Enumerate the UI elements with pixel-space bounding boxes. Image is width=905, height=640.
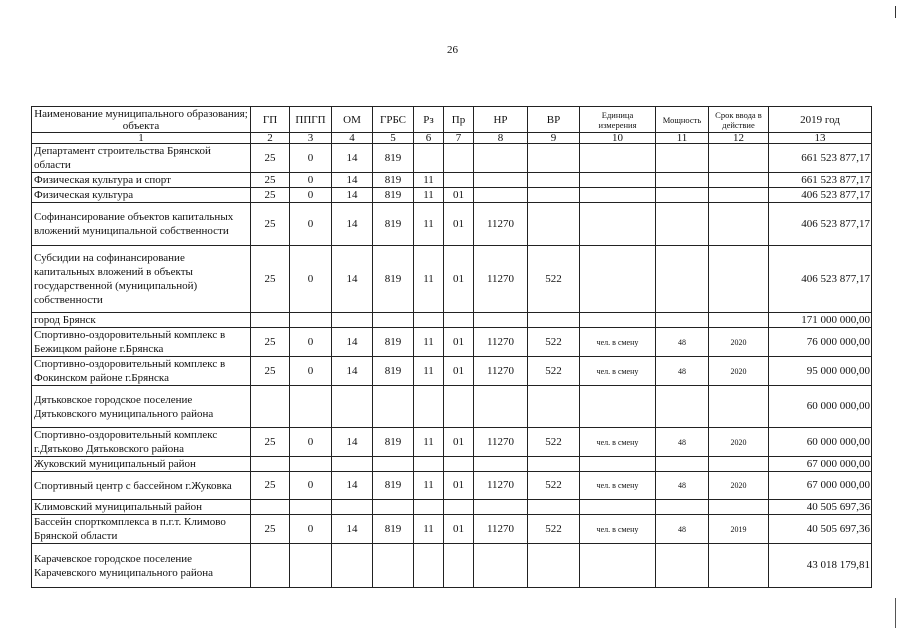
table-row [32,246,872,313]
cell-pr: 01 [444,357,474,386]
header-year: 2019 год [769,107,872,133]
cell-om [332,457,373,472]
cell-vr [528,500,580,515]
cell-vr [528,144,580,173]
cell-gp: 25 [251,144,290,173]
table-row [32,544,872,588]
cell-ppgp: 0 [290,472,332,500]
cell-power: 48 [656,515,709,544]
column-number: 2 [251,133,290,144]
cell-nr [474,313,528,328]
table-row [32,357,872,386]
cell-name: Жуковский муниципальный район [32,457,251,472]
cell-power [656,203,709,246]
cell-rz [414,313,444,328]
cell-amount: 67 000 000,00 [769,472,872,500]
cell-amount: 67 000 000,00 [769,457,872,472]
cell-grbs: 819 [373,357,414,386]
cell-power [656,246,709,313]
table-row [32,472,872,500]
cell-vr: 522 [528,428,580,457]
cell-unit [580,203,656,246]
column-number: 5 [373,133,414,144]
cell-grbs: 819 [373,472,414,500]
cell-ppgp [290,313,332,328]
cell-unit: чел. в смену [580,472,656,500]
cell-om [332,386,373,428]
table-row [32,428,872,457]
cell-pr [444,500,474,515]
header-term: Срок ввода в действие [709,107,769,133]
cell-power: 48 [656,357,709,386]
cell-gp [251,500,290,515]
header-power: Мощность [656,107,709,133]
cell-om [332,313,373,328]
cell-rz [414,500,444,515]
cell-om: 14 [332,357,373,386]
cell-rz: 11 [414,246,444,313]
edge-scan-mark [895,598,896,628]
column-number: 4 [332,133,373,144]
table-row [32,515,872,544]
cell-name: Департамент строительства Брянской области [32,144,251,173]
cell-name: Спортивный центр с бассейном г.Жуковка [32,472,251,500]
cell-term [709,313,769,328]
cell-gp [251,457,290,472]
cell-om [332,500,373,515]
column-number-row [32,133,872,144]
cell-vr: 522 [528,357,580,386]
cell-term [709,203,769,246]
header-rz: Рз [414,107,444,133]
cell-name: Спортивно-оздоровительный комплекс в Бежицком районе г.Брянска [32,328,251,357]
cell-pr: 01 [444,203,474,246]
cell-amount: 661 523 877,17 [769,173,872,188]
table-row [32,457,872,472]
column-number: 3 [290,133,332,144]
cell-name: Карачевское городское поселение Карачевского муниципального района [32,544,251,588]
cell-gp: 25 [251,246,290,313]
cell-pr [444,457,474,472]
cell-power [656,144,709,173]
cell-ppgp: 0 [290,328,332,357]
cell-unit [580,173,656,188]
cell-nr [474,457,528,472]
cell-unit [580,246,656,313]
cell-nr [474,173,528,188]
cell-nr: 11270 [474,357,528,386]
cell-unit: чел. в смену [580,428,656,457]
cell-nr [474,144,528,173]
cell-vr [528,386,580,428]
cell-gp: 25 [251,328,290,357]
header-pr: Пр [444,107,474,133]
cell-gp [251,544,290,588]
cell-rz [414,544,444,588]
column-number: 13 [769,133,872,144]
cell-rz [414,386,444,428]
cell-gp: 25 [251,428,290,457]
cell-nr: 11270 [474,472,528,500]
cell-om: 14 [332,428,373,457]
cell-rz: 11 [414,428,444,457]
cell-pr [444,544,474,588]
table-row [32,203,872,246]
cell-nr [474,544,528,588]
cell-grbs [373,313,414,328]
cell-om [332,544,373,588]
cell-gp [251,386,290,428]
cell-pr: 01 [444,472,474,500]
table-row [32,328,872,357]
cell-rz: 11 [414,515,444,544]
cell-power [656,544,709,588]
cell-gp: 25 [251,188,290,203]
cell-vr [528,313,580,328]
cell-nr [474,500,528,515]
cell-gp: 25 [251,472,290,500]
cell-rz: 11 [414,188,444,203]
cell-grbs: 819 [373,246,414,313]
cell-rz [414,457,444,472]
cell-vr: 522 [528,515,580,544]
cell-grbs [373,457,414,472]
cell-ppgp [290,457,332,472]
table-row [32,500,872,515]
cell-vr [528,173,580,188]
header-unit: Единица измерения [580,107,656,133]
cell-om: 14 [332,144,373,173]
cell-ppgp: 0 [290,246,332,313]
cell-gp: 25 [251,203,290,246]
cell-ppgp [290,500,332,515]
cell-power [656,188,709,203]
cell-unit: чел. в смену [580,515,656,544]
cell-amount: 40 505 697,36 [769,500,872,515]
cell-om: 14 [332,203,373,246]
cell-nr: 11270 [474,328,528,357]
table-body [32,144,872,588]
cell-rz: 11 [414,328,444,357]
table-row [32,144,872,173]
cell-grbs [373,544,414,588]
cell-om: 14 [332,173,373,188]
cell-vr: 522 [528,472,580,500]
cell-unit [580,386,656,428]
cell-pr [444,144,474,173]
cell-om: 14 [332,472,373,500]
cell-ppgp: 0 [290,357,332,386]
cell-unit: чел. в смену [580,328,656,357]
cell-name: город Брянск [32,313,251,328]
cell-pr: 01 [444,188,474,203]
cell-name: Софинансирование объектов капитальных вложений муниципальной собственности [32,203,251,246]
cell-power [656,173,709,188]
cell-grbs [373,386,414,428]
cell-rz: 11 [414,472,444,500]
cell-unit [580,457,656,472]
cell-name: Физическая культура [32,188,251,203]
cell-ppgp [290,386,332,428]
header-ppgp: ППГП [290,107,332,133]
cell-power [656,386,709,428]
cell-gp: 25 [251,515,290,544]
cell-grbs: 819 [373,428,414,457]
column-number: 10 [580,133,656,144]
cell-pr: 01 [444,328,474,357]
cell-grbs: 819 [373,515,414,544]
cell-amount: 60 000 000,00 [769,428,872,457]
cell-power: 48 [656,428,709,457]
cell-amount: 76 000 000,00 [769,328,872,357]
cell-vr: 522 [528,328,580,357]
column-number: 12 [709,133,769,144]
cell-amount: 95 000 000,00 [769,357,872,386]
cell-pr: 01 [444,246,474,313]
cell-term [709,144,769,173]
cell-gp: 25 [251,357,290,386]
column-number: 7 [444,133,474,144]
cell-ppgp: 0 [290,173,332,188]
cell-unit [580,188,656,203]
cell-name: Субсидии на софинансирование капитальных вложений в объекты государственной (муниципальной) собственности [32,246,251,313]
cell-gp [251,313,290,328]
table-row [32,386,872,428]
cell-vr [528,203,580,246]
cell-pr: 01 [444,515,474,544]
header-gp: ГП [251,107,290,133]
cell-ppgp: 0 [290,515,332,544]
cell-term [709,386,769,428]
cell-term: 2020 [709,357,769,386]
cell-ppgp: 0 [290,144,332,173]
cell-power [656,457,709,472]
cell-gp: 25 [251,173,290,188]
cell-amount: 661 523 877,17 [769,144,872,173]
cell-rz [414,144,444,173]
cell-name: Дятьковское городское поселение Дятьковского муниципального района [32,386,251,428]
cell-grbs [373,500,414,515]
cell-unit [580,313,656,328]
cell-nr: 11270 [474,515,528,544]
cell-pr: 01 [444,428,474,457]
header-om: ОМ [332,107,373,133]
cell-name: Физическая культура и спорт [32,173,251,188]
cell-power: 48 [656,328,709,357]
cell-ppgp: 0 [290,203,332,246]
cell-unit: чел. в смену [580,357,656,386]
cell-om: 14 [332,515,373,544]
cell-unit [580,500,656,515]
header-row [32,107,872,133]
table-header [32,107,872,144]
cell-term [709,544,769,588]
cell-nr [474,188,528,203]
cell-unit [580,144,656,173]
cell-grbs: 819 [373,173,414,188]
cell-grbs: 819 [373,144,414,173]
column-number: 6 [414,133,444,144]
cell-term [709,500,769,515]
cell-power: 48 [656,472,709,500]
page-number: 26 [447,44,458,56]
column-number: 1 [32,133,251,144]
cell-amount: 60 000 000,00 [769,386,872,428]
table-row [32,313,872,328]
cell-nr: 11270 [474,428,528,457]
cell-power [656,500,709,515]
cell-term [709,188,769,203]
budget-table [31,106,872,588]
cell-name: Спортивно-оздоровительный комплекс в Фокинском районе г.Брянска [32,357,251,386]
cell-grbs: 819 [373,188,414,203]
cell-nr: 11270 [474,246,528,313]
cell-rz: 11 [414,173,444,188]
cell-nr [474,386,528,428]
cell-term [709,173,769,188]
cell-term: 2020 [709,328,769,357]
cell-om: 14 [332,188,373,203]
cell-unit [580,544,656,588]
cell-name: Бассейн спорткомплекса в п.г.т. Климово Брянской области [32,515,251,544]
header-nr: НР [474,107,528,133]
cell-power [656,313,709,328]
cell-pr [444,173,474,188]
cell-term: 2019 [709,515,769,544]
cell-nr: 11270 [474,203,528,246]
cell-ppgp [290,544,332,588]
cell-name: Спортивно-оздоровительный комплекс г.Дятьково Дятьковского района [32,428,251,457]
cell-amount: 406 523 877,17 [769,188,872,203]
cell-term: 2020 [709,472,769,500]
header-grbs: ГРБС [373,107,414,133]
cell-term: 2020 [709,428,769,457]
cell-amount: 40 505 697,36 [769,515,872,544]
cell-amount: 406 523 877,17 [769,246,872,313]
cell-vr [528,544,580,588]
cell-amount: 43 018 179,81 [769,544,872,588]
cell-grbs: 819 [373,328,414,357]
cell-term [709,246,769,313]
column-number: 8 [474,133,528,144]
cell-rz: 11 [414,357,444,386]
header-name: Наименование муниципального образования; объекта [32,107,251,133]
table-row [32,188,872,203]
cell-pr [444,313,474,328]
cell-om: 14 [332,328,373,357]
cell-vr [528,457,580,472]
cell-om: 14 [332,246,373,313]
column-number: 11 [656,133,709,144]
cell-ppgp: 0 [290,428,332,457]
cell-term [709,457,769,472]
cell-name: Климовский муниципальный район [32,500,251,515]
header-vr: ВР [528,107,580,133]
corner-scan-mark [895,6,896,18]
column-number: 9 [528,133,580,144]
cell-grbs: 819 [373,203,414,246]
cell-vr: 522 [528,246,580,313]
cell-vr [528,188,580,203]
cell-amount: 171 000 000,00 [769,313,872,328]
cell-ppgp: 0 [290,188,332,203]
cell-rz: 11 [414,203,444,246]
table-row [32,173,872,188]
cell-amount: 406 523 877,17 [769,203,872,246]
cell-pr [444,386,474,428]
